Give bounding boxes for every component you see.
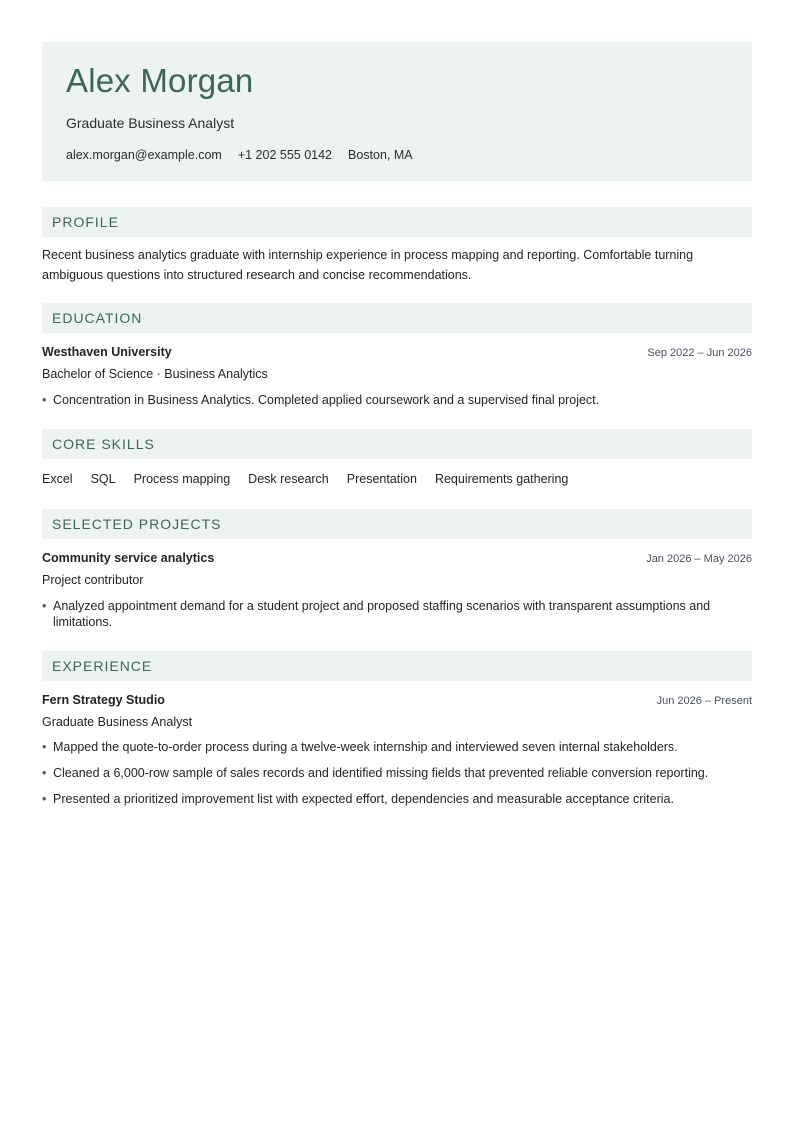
- section-heading-experience: EXPERIENCE: [42, 651, 752, 681]
- skill-item: Requirements gathering: [434, 472, 569, 486]
- resume-page: [42, 42, 752, 807]
- experience-bullet-text: Mapped the quote-to-order process during a twelve-week internship and interviewed seven internal stakeholders.: [53, 740, 678, 754]
- project-bullet-text: Analyzed appointment demand for a student project and proposed staffing scenarios with transparent assumptions and limitations.: [53, 599, 711, 629]
- list-item: [42, 791, 752, 807]
- list-item: [42, 765, 752, 781]
- list-item: [42, 392, 752, 408]
- experience-entry-top: [42, 692, 752, 709]
- education-entry: [42, 344, 752, 408]
- experience-entry: [42, 692, 752, 807]
- skill-item: Excel: [42, 472, 73, 486]
- section-heading-education: EDUCATION: [42, 303, 752, 333]
- contact-line: [66, 147, 728, 163]
- resume-header: [42, 42, 752, 181]
- list-item: [42, 739, 752, 755]
- section-heading-skills: CORE SKILLS: [42, 429, 752, 459]
- education-dates: Sep 2022 – Jun 2026: [647, 347, 752, 359]
- project-entry: [42, 550, 752, 630]
- contact-email: alex.morgan@example.com: [66, 148, 222, 162]
- skill-item: Presentation: [346, 472, 417, 486]
- candidate-title: Graduate Business Analyst: [66, 115, 235, 131]
- project-entry-top: [42, 550, 752, 567]
- bullet-icon: •: [42, 599, 47, 613]
- bullet-icon: •: [42, 393, 47, 407]
- experience-bullet-text: Cleaned a 6,000-row sample of sales records and identified missing fields that prevented reliable conversion reporting.: [53, 766, 709, 780]
- education-degree: Bachelor of Science · Business Analytics: [42, 367, 268, 381]
- experience-dates: Jun 2026 – Present: [656, 695, 752, 707]
- project-dates: Jan 2026 – May 2026: [646, 553, 752, 565]
- bullet-icon: •: [42, 766, 47, 780]
- project-role: Project contributor: [42, 573, 144, 587]
- education-school: Westhaven University: [42, 345, 172, 359]
- experience-company: Fern Strategy Studio: [42, 693, 165, 707]
- list-item: [42, 598, 752, 630]
- section-heading-projects: SELECTED PROJECTS: [42, 509, 752, 539]
- bullet-icon: •: [42, 792, 47, 806]
- contact-location: Boston, MA: [348, 148, 413, 162]
- candidate-name: Alex Morgan: [66, 62, 254, 99]
- skill-item: Process mapping: [133, 472, 231, 486]
- experience-role: Graduate Business Analyst: [42, 715, 193, 729]
- skills-list: [42, 471, 752, 487]
- skill-item: SQL: [90, 472, 116, 486]
- contact-phone: +1 202 555 0142: [237, 148, 333, 162]
- skill-item: Desk research: [248, 472, 329, 486]
- education-entry-top: [42, 344, 752, 361]
- section-heading-profile: PROFILE: [42, 207, 752, 237]
- education-bullet-text: Concentration in Business Analytics. Completed applied coursework and a supervised final project.: [53, 393, 600, 407]
- profile-summary: Recent business analytics graduate with internship experience in process mapping and reporting. Comfortable turning ambiguous questions into structured research and concise recommendations.: [42, 248, 694, 282]
- experience-bullet-text: Presented a prioritized improvement list with expected effort, dependencies and measurable acceptance criteria.: [53, 792, 674, 806]
- bullet-icon: •: [42, 740, 47, 754]
- project-title: Community service analytics: [42, 551, 215, 565]
